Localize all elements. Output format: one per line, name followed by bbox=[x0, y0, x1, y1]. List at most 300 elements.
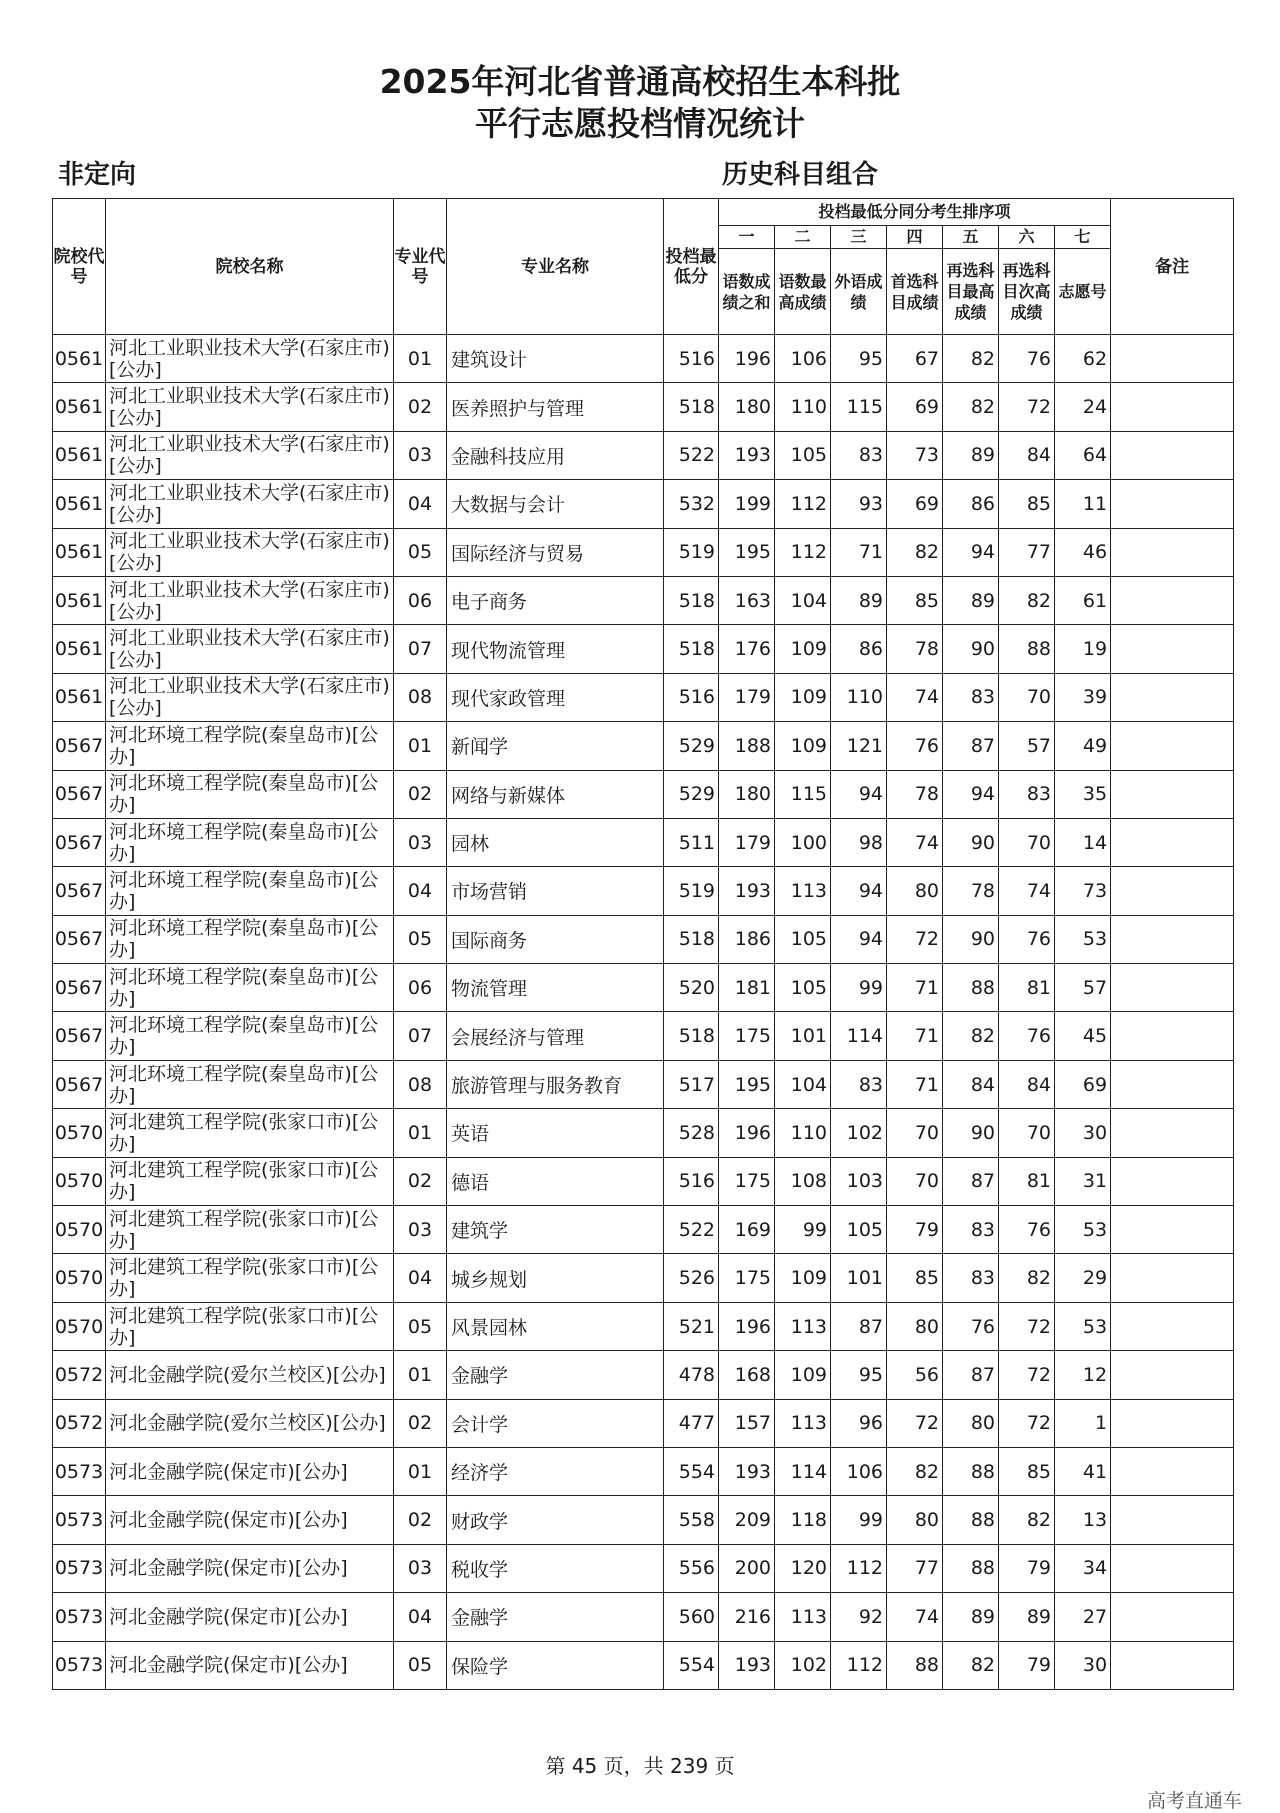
cell-rank-2: 113 bbox=[775, 867, 831, 915]
cell-school-code: 0561 bbox=[53, 335, 106, 383]
cell-remark bbox=[1111, 1496, 1234, 1544]
cell-rank-2: 109 bbox=[775, 722, 831, 770]
cell-rank-4: 78 bbox=[887, 625, 943, 673]
cell-school-name: 河北环境工程学院(秦皇岛市)[公办] bbox=[106, 867, 394, 915]
cell-remark bbox=[1111, 1206, 1234, 1254]
cell-rank-4: 80 bbox=[887, 1496, 943, 1544]
header-rank-1: 一 bbox=[719, 226, 775, 249]
cell-rank-3: 96 bbox=[831, 1399, 887, 1447]
cell-school-name: 河北工业职业技术大学(石家庄市)[公办] bbox=[106, 625, 394, 673]
cell-rank-2: 104 bbox=[775, 576, 831, 624]
cell-rank-7: 62 bbox=[1055, 335, 1111, 383]
cell-remark bbox=[1111, 431, 1234, 479]
cell-rank-6: 85 bbox=[999, 1447, 1055, 1495]
cell-rank-7: 57 bbox=[1055, 964, 1111, 1012]
cell-major-code: 04 bbox=[394, 480, 447, 528]
cell-rank-5: 88 bbox=[943, 1447, 999, 1495]
page-title: 2025年河北省普通高校招生本科批 bbox=[379, 62, 901, 101]
cell-rank-1: 186 bbox=[719, 915, 775, 963]
cell-school-code: 0561 bbox=[53, 625, 106, 673]
cell-rank-1: 163 bbox=[719, 576, 775, 624]
cell-major-name: 现代家政管理 bbox=[447, 673, 664, 721]
cell-major-code: 02 bbox=[394, 1496, 447, 1544]
table-row bbox=[53, 576, 1234, 624]
cell-major-code: 02 bbox=[394, 1399, 447, 1447]
table-row bbox=[53, 1641, 1234, 1689]
header-rank-name-3: 外语成绩 bbox=[831, 249, 887, 335]
cell-rank-5: 82 bbox=[943, 1012, 999, 1060]
cell-rank-1: 193 bbox=[719, 1641, 775, 1689]
cell-rank-3: 99 bbox=[831, 964, 887, 1012]
cell-rank-3: 95 bbox=[831, 1351, 887, 1399]
cell-rank-1: 157 bbox=[719, 1399, 775, 1447]
cell-school-name: 河北环境工程学院(秦皇岛市)[公办] bbox=[106, 1060, 394, 1108]
cell-major-code: 08 bbox=[394, 673, 447, 721]
cell-rank-5: 84 bbox=[943, 1060, 999, 1108]
cell-rank-2: 113 bbox=[775, 1593, 831, 1641]
cell-rank-4: 82 bbox=[887, 1447, 943, 1495]
cell-major-code: 05 bbox=[394, 1302, 447, 1350]
cell-school-name: 河北金融学院(保定市)[公办] bbox=[106, 1593, 394, 1641]
cell-school-name: 河北环境工程学院(秦皇岛市)[公办] bbox=[106, 722, 394, 770]
table-row bbox=[53, 528, 1234, 576]
cell-rank-2: 118 bbox=[775, 1496, 831, 1544]
cell-rank-7: 53 bbox=[1055, 915, 1111, 963]
cell-rank-2: 99 bbox=[775, 1206, 831, 1254]
cell-min-score: 556 bbox=[664, 1544, 719, 1592]
header-rank-5: 五 bbox=[943, 226, 999, 249]
table-row bbox=[53, 1109, 1234, 1157]
cell-remark bbox=[1111, 1254, 1234, 1302]
table-row bbox=[53, 770, 1234, 818]
cell-rank-4: 74 bbox=[887, 1593, 943, 1641]
table-row bbox=[53, 818, 1234, 866]
cell-rank-4: 71 bbox=[887, 1060, 943, 1108]
cell-school-name: 河北建筑工程学院(张家口市)[公办] bbox=[106, 1109, 394, 1157]
cell-rank-4: 71 bbox=[887, 964, 943, 1012]
cell-rank-7: 14 bbox=[1055, 818, 1111, 866]
cell-remark bbox=[1111, 1109, 1234, 1157]
cell-min-score: 528 bbox=[664, 1109, 719, 1157]
cell-rank-3: 101 bbox=[831, 1254, 887, 1302]
cell-rank-7: 27 bbox=[1055, 1593, 1111, 1641]
cell-rank-1: 169 bbox=[719, 1206, 775, 1254]
cell-rank-5: 82 bbox=[943, 335, 999, 383]
cell-min-score: 526 bbox=[664, 1254, 719, 1302]
header-rank-name-5: 再选科目最高成绩 bbox=[943, 249, 999, 335]
cell-rank-5: 90 bbox=[943, 1109, 999, 1157]
table-row bbox=[53, 915, 1234, 963]
cell-remark bbox=[1111, 867, 1234, 915]
cell-rank-7: 13 bbox=[1055, 1496, 1111, 1544]
table-row bbox=[53, 431, 1234, 479]
cell-rank-3: 103 bbox=[831, 1157, 887, 1205]
cell-major-name: 大数据与会计 bbox=[447, 480, 664, 528]
cell-school-code: 0567 bbox=[53, 1012, 106, 1060]
cell-major-name: 现代物流管理 bbox=[447, 625, 664, 673]
cell-rank-6: 82 bbox=[999, 576, 1055, 624]
cell-major-code: 01 bbox=[394, 722, 447, 770]
cell-rank-6: 70 bbox=[999, 673, 1055, 721]
cell-major-name: 电子商务 bbox=[447, 576, 664, 624]
cell-rank-4: 69 bbox=[887, 480, 943, 528]
cell-school-code: 0573 bbox=[53, 1641, 106, 1689]
cell-rank-5: 89 bbox=[943, 431, 999, 479]
header-min-score: 投档最低分 bbox=[664, 199, 719, 335]
cell-rank-7: 41 bbox=[1055, 1447, 1111, 1495]
cell-rank-4: 56 bbox=[887, 1351, 943, 1399]
cell-school-name: 河北工业职业技术大学(石家庄市)[公办] bbox=[106, 383, 394, 431]
cell-rank-3: 94 bbox=[831, 867, 887, 915]
cell-remark bbox=[1111, 1544, 1234, 1592]
cell-rank-7: 64 bbox=[1055, 431, 1111, 479]
cell-school-code: 0567 bbox=[53, 818, 106, 866]
cell-rank-6: 72 bbox=[999, 1302, 1055, 1350]
cell-major-name: 物流管理 bbox=[447, 964, 664, 1012]
header-school-code: 院校代号 bbox=[53, 199, 106, 335]
cell-rank-6: 83 bbox=[999, 770, 1055, 818]
cell-rank-4: 74 bbox=[887, 818, 943, 866]
cell-rank-6: 89 bbox=[999, 1593, 1055, 1641]
cell-rank-1: 195 bbox=[719, 528, 775, 576]
header-rank-4: 四 bbox=[887, 226, 943, 249]
cell-rank-4: 70 bbox=[887, 1109, 943, 1157]
table-row bbox=[53, 722, 1234, 770]
cell-school-code: 0567 bbox=[53, 964, 106, 1012]
cell-rank-6: 74 bbox=[999, 867, 1055, 915]
cell-school-code: 0567 bbox=[53, 867, 106, 915]
cell-rank-7: 24 bbox=[1055, 383, 1111, 431]
cell-rank-3: 87 bbox=[831, 1302, 887, 1350]
cell-rank-5: 83 bbox=[943, 1206, 999, 1254]
cell-rank-3: 83 bbox=[831, 1060, 887, 1108]
cell-remark bbox=[1111, 1447, 1234, 1495]
cell-school-code: 0570 bbox=[53, 1157, 106, 1205]
cell-rank-1: 181 bbox=[719, 964, 775, 1012]
cell-min-score: 516 bbox=[664, 673, 719, 721]
cell-major-name: 会展经济与管理 bbox=[447, 1012, 664, 1060]
cell-rank-7: 30 bbox=[1055, 1109, 1111, 1157]
cell-rank-6: 82 bbox=[999, 1496, 1055, 1544]
cell-rank-2: 109 bbox=[775, 1254, 831, 1302]
table-row bbox=[53, 1206, 1234, 1254]
cell-rank-7: 53 bbox=[1055, 1302, 1111, 1350]
cell-rank-7: 30 bbox=[1055, 1641, 1111, 1689]
cell-rank-6: 85 bbox=[999, 480, 1055, 528]
header-rank-name-1: 语数成绩之和 bbox=[719, 249, 775, 335]
cell-school-name: 河北环境工程学院(秦皇岛市)[公办] bbox=[106, 964, 394, 1012]
cell-major-code: 07 bbox=[394, 1012, 447, 1060]
cell-rank-3: 89 bbox=[831, 576, 887, 624]
cell-rank-6: 82 bbox=[999, 1254, 1055, 1302]
cell-major-name: 园林 bbox=[447, 818, 664, 866]
cell-major-name: 旅游管理与服务教育 bbox=[447, 1060, 664, 1108]
cell-major-code: 02 bbox=[394, 770, 447, 818]
cell-min-score: 511 bbox=[664, 818, 719, 866]
cell-school-name: 河北金融学院(保定市)[公办] bbox=[106, 1641, 394, 1689]
cell-rank-2: 112 bbox=[775, 528, 831, 576]
cell-major-name: 建筑设计 bbox=[447, 335, 664, 383]
cell-min-score: 519 bbox=[664, 867, 719, 915]
cell-rank-2: 113 bbox=[775, 1399, 831, 1447]
cell-rank-2: 108 bbox=[775, 1157, 831, 1205]
cell-major-name: 市场营销 bbox=[447, 867, 664, 915]
cell-rank-1: 209 bbox=[719, 1496, 775, 1544]
cell-rank-7: 53 bbox=[1055, 1206, 1111, 1254]
cell-rank-1: 196 bbox=[719, 335, 775, 383]
table-row bbox=[53, 1399, 1234, 1447]
cell-major-code: 01 bbox=[394, 1109, 447, 1157]
cell-rank-4: 74 bbox=[887, 673, 943, 721]
cell-rank-6: 76 bbox=[999, 335, 1055, 383]
cell-remark bbox=[1111, 335, 1234, 383]
cell-rank-6: 84 bbox=[999, 1060, 1055, 1108]
cell-rank-3: 115 bbox=[831, 383, 887, 431]
cell-min-score: 529 bbox=[664, 722, 719, 770]
cell-rank-1: 180 bbox=[719, 770, 775, 818]
table-row bbox=[53, 1012, 1234, 1060]
cell-rank-1: 179 bbox=[719, 818, 775, 866]
table-row bbox=[53, 1447, 1234, 1495]
cell-rank-1: 200 bbox=[719, 1544, 775, 1592]
header-rank-6: 六 bbox=[999, 226, 1055, 249]
cell-school-name: 河北环境工程学院(秦皇岛市)[公办] bbox=[106, 818, 394, 866]
table-row bbox=[53, 1157, 1234, 1205]
cell-rank-7: 69 bbox=[1055, 1060, 1111, 1108]
cell-rank-5: 80 bbox=[943, 1399, 999, 1447]
cell-major-code: 06 bbox=[394, 964, 447, 1012]
cell-rank-5: 90 bbox=[943, 818, 999, 866]
cell-major-name: 德语 bbox=[447, 1157, 664, 1205]
cell-rank-3: 83 bbox=[831, 431, 887, 479]
cell-rank-7: 73 bbox=[1055, 867, 1111, 915]
cell-rank-2: 110 bbox=[775, 1109, 831, 1157]
cell-school-name: 河北工业职业技术大学(石家庄市)[公办] bbox=[106, 673, 394, 721]
cell-rank-6: 70 bbox=[999, 1109, 1055, 1157]
cell-rank-4: 85 bbox=[887, 1254, 943, 1302]
cell-remark bbox=[1111, 1060, 1234, 1108]
cell-min-score: 478 bbox=[664, 1351, 719, 1399]
cell-major-code: 03 bbox=[394, 1206, 447, 1254]
cell-rank-7: 31 bbox=[1055, 1157, 1111, 1205]
cell-school-code: 0573 bbox=[53, 1496, 106, 1544]
cell-rank-1: 175 bbox=[719, 1012, 775, 1060]
cell-rank-7: 39 bbox=[1055, 673, 1111, 721]
cell-rank-3: 112 bbox=[831, 1544, 887, 1592]
cell-rank-2: 113 bbox=[775, 1302, 831, 1350]
cell-rank-7: 45 bbox=[1055, 1012, 1111, 1060]
cell-rank-6: 76 bbox=[999, 915, 1055, 963]
cell-school-code: 0573 bbox=[53, 1447, 106, 1495]
cell-major-name: 新闻学 bbox=[447, 722, 664, 770]
cell-major-name: 金融学 bbox=[447, 1593, 664, 1641]
cell-rank-3: 106 bbox=[831, 1447, 887, 1495]
table-row bbox=[53, 1544, 1234, 1592]
cell-remark bbox=[1111, 576, 1234, 624]
cell-major-code: 02 bbox=[394, 1157, 447, 1205]
header-major-code: 专业代号 bbox=[394, 199, 447, 335]
cell-major-code: 06 bbox=[394, 576, 447, 624]
cell-rank-5: 87 bbox=[943, 1157, 999, 1205]
cell-rank-2: 102 bbox=[775, 1641, 831, 1689]
cell-rank-3: 105 bbox=[831, 1206, 887, 1254]
cell-school-name: 河北金融学院(爱尔兰校区)[公办] bbox=[106, 1399, 394, 1447]
cell-rank-6: 77 bbox=[999, 528, 1055, 576]
header-rank-name-2: 语数最高成绩 bbox=[775, 249, 831, 335]
cell-min-score: 554 bbox=[664, 1447, 719, 1495]
cell-remark bbox=[1111, 383, 1234, 431]
cell-rank-2: 109 bbox=[775, 1351, 831, 1399]
cell-major-name: 城乡规划 bbox=[447, 1254, 664, 1302]
header-rank-name-7: 志愿号 bbox=[1055, 249, 1111, 335]
cell-rank-5: 88 bbox=[943, 1544, 999, 1592]
cell-remark bbox=[1111, 1399, 1234, 1447]
cell-major-name: 保险学 bbox=[447, 1641, 664, 1689]
cell-rank-3: 94 bbox=[831, 770, 887, 818]
table-row bbox=[53, 383, 1234, 431]
table-row bbox=[53, 1496, 1234, 1544]
cell-school-name: 河北金融学院(保定市)[公办] bbox=[106, 1496, 394, 1544]
cell-school-name: 河北金融学院(爱尔兰校区)[公办] bbox=[106, 1351, 394, 1399]
header-rank-7: 七 bbox=[1055, 226, 1111, 249]
cell-school-code: 0561 bbox=[53, 383, 106, 431]
cell-rank-7: 11 bbox=[1055, 480, 1111, 528]
cell-remark bbox=[1111, 1593, 1234, 1641]
cell-rank-5: 82 bbox=[943, 1641, 999, 1689]
cell-major-code: 03 bbox=[394, 1544, 447, 1592]
cell-rank-5: 88 bbox=[943, 1496, 999, 1544]
cell-rank-5: 76 bbox=[943, 1302, 999, 1350]
cell-school-name: 河北工业职业技术大学(石家庄市)[公办] bbox=[106, 480, 394, 528]
cell-school-code: 0561 bbox=[53, 480, 106, 528]
cell-rank-4: 76 bbox=[887, 722, 943, 770]
cell-rank-5: 89 bbox=[943, 576, 999, 624]
cell-rank-6: 72 bbox=[999, 1351, 1055, 1399]
cell-rank-2: 101 bbox=[775, 1012, 831, 1060]
cell-remark bbox=[1111, 1641, 1234, 1689]
cell-rank-7: 49 bbox=[1055, 722, 1111, 770]
cell-major-name: 风景园林 bbox=[447, 1302, 664, 1350]
cell-rank-6: 79 bbox=[999, 1544, 1055, 1592]
cell-rank-3: 71 bbox=[831, 528, 887, 576]
cell-major-code: 05 bbox=[394, 528, 447, 576]
cell-school-name: 河北工业职业技术大学(石家庄市)[公办] bbox=[106, 576, 394, 624]
cell-rank-6: 81 bbox=[999, 1157, 1055, 1205]
cell-school-code: 0567 bbox=[53, 1060, 106, 1108]
cell-rank-3: 110 bbox=[831, 673, 887, 721]
cell-school-name: 河北建筑工程学院(张家口市)[公办] bbox=[106, 1254, 394, 1302]
cell-rank-3: 99 bbox=[831, 1496, 887, 1544]
cell-school-code: 0570 bbox=[53, 1302, 106, 1350]
cell-remark bbox=[1111, 964, 1234, 1012]
cell-rank-5: 78 bbox=[943, 867, 999, 915]
cell-rank-4: 78 bbox=[887, 770, 943, 818]
cell-school-name: 河北环境工程学院(秦皇岛市)[公办] bbox=[106, 915, 394, 963]
cell-school-name: 河北工业职业技术大学(石家庄市)[公办] bbox=[106, 335, 394, 383]
table-row bbox=[53, 1060, 1234, 1108]
cell-rank-2: 110 bbox=[775, 383, 831, 431]
cell-remark bbox=[1111, 1302, 1234, 1350]
cell-school-name: 河北建筑工程学院(张家口市)[公办] bbox=[106, 1206, 394, 1254]
cell-rank-7: 19 bbox=[1055, 625, 1111, 673]
cell-major-code: 04 bbox=[394, 1254, 447, 1302]
cell-rank-4: 80 bbox=[887, 1302, 943, 1350]
cell-remark bbox=[1111, 528, 1234, 576]
cell-school-code: 0567 bbox=[53, 722, 106, 770]
cell-rank-3: 93 bbox=[831, 480, 887, 528]
cell-major-name: 医养照护与管理 bbox=[447, 383, 664, 431]
cell-rank-6: 72 bbox=[999, 1399, 1055, 1447]
cell-rank-7: 61 bbox=[1055, 576, 1111, 624]
cell-rank-4: 79 bbox=[887, 1206, 943, 1254]
table-row bbox=[53, 673, 1234, 721]
cell-min-score: 522 bbox=[664, 431, 719, 479]
cell-major-code: 01 bbox=[394, 1447, 447, 1495]
cell-rank-7: 35 bbox=[1055, 770, 1111, 818]
header-tiebreak-group: 投档最低分同分考生排序项 bbox=[719, 199, 1111, 226]
header-rank-3: 三 bbox=[831, 226, 887, 249]
cell-major-name: 经济学 bbox=[447, 1447, 664, 1495]
cell-min-score: 522 bbox=[664, 1206, 719, 1254]
cell-rank-3: 94 bbox=[831, 915, 887, 963]
cell-major-code: 02 bbox=[394, 383, 447, 431]
cell-rank-3: 86 bbox=[831, 625, 887, 673]
cell-rank-1: 188 bbox=[719, 722, 775, 770]
cell-major-code: 01 bbox=[394, 335, 447, 383]
cell-rank-6: 84 bbox=[999, 431, 1055, 479]
cell-rank-1: 175 bbox=[719, 1254, 775, 1302]
cell-major-name: 金融学 bbox=[447, 1351, 664, 1399]
table-row bbox=[53, 625, 1234, 673]
cell-school-code: 0567 bbox=[53, 915, 106, 963]
table-row bbox=[53, 1302, 1234, 1350]
cell-rank-1: 196 bbox=[719, 1109, 775, 1157]
cell-rank-2: 109 bbox=[775, 673, 831, 721]
cell-rank-2: 105 bbox=[775, 431, 831, 479]
cell-rank-5: 89 bbox=[943, 1593, 999, 1641]
cell-rank-1: 193 bbox=[719, 867, 775, 915]
table-row bbox=[53, 480, 1234, 528]
cell-rank-6: 72 bbox=[999, 383, 1055, 431]
cell-min-score: 516 bbox=[664, 335, 719, 383]
cell-rank-2: 115 bbox=[775, 770, 831, 818]
cell-rank-3: 102 bbox=[831, 1109, 887, 1157]
cell-rank-4: 67 bbox=[887, 335, 943, 383]
table-row bbox=[53, 1351, 1234, 1399]
cell-rank-5: 90 bbox=[943, 915, 999, 963]
table-row bbox=[53, 1254, 1234, 1302]
cell-rank-3: 95 bbox=[831, 335, 887, 383]
cell-min-score: 518 bbox=[664, 1012, 719, 1060]
cell-major-name: 会计学 bbox=[447, 1399, 664, 1447]
cell-major-code: 05 bbox=[394, 1641, 447, 1689]
cell-major-code: 01 bbox=[394, 1351, 447, 1399]
cell-rank-5: 90 bbox=[943, 625, 999, 673]
cell-major-code: 03 bbox=[394, 818, 447, 866]
cell-rank-1: 193 bbox=[719, 1447, 775, 1495]
cell-school-code: 0570 bbox=[53, 1254, 106, 1302]
cell-rank-7: 29 bbox=[1055, 1254, 1111, 1302]
table-row bbox=[53, 867, 1234, 915]
cell-rank-4: 88 bbox=[887, 1641, 943, 1689]
cell-school-name: 河北建筑工程学院(张家口市)[公办] bbox=[106, 1157, 394, 1205]
cell-rank-2: 106 bbox=[775, 335, 831, 383]
cell-major-name: 国际经济与贸易 bbox=[447, 528, 664, 576]
cell-rank-1: 175 bbox=[719, 1157, 775, 1205]
cell-remark bbox=[1111, 1351, 1234, 1399]
cell-rank-2: 114 bbox=[775, 1447, 831, 1495]
cell-rank-3: 114 bbox=[831, 1012, 887, 1060]
